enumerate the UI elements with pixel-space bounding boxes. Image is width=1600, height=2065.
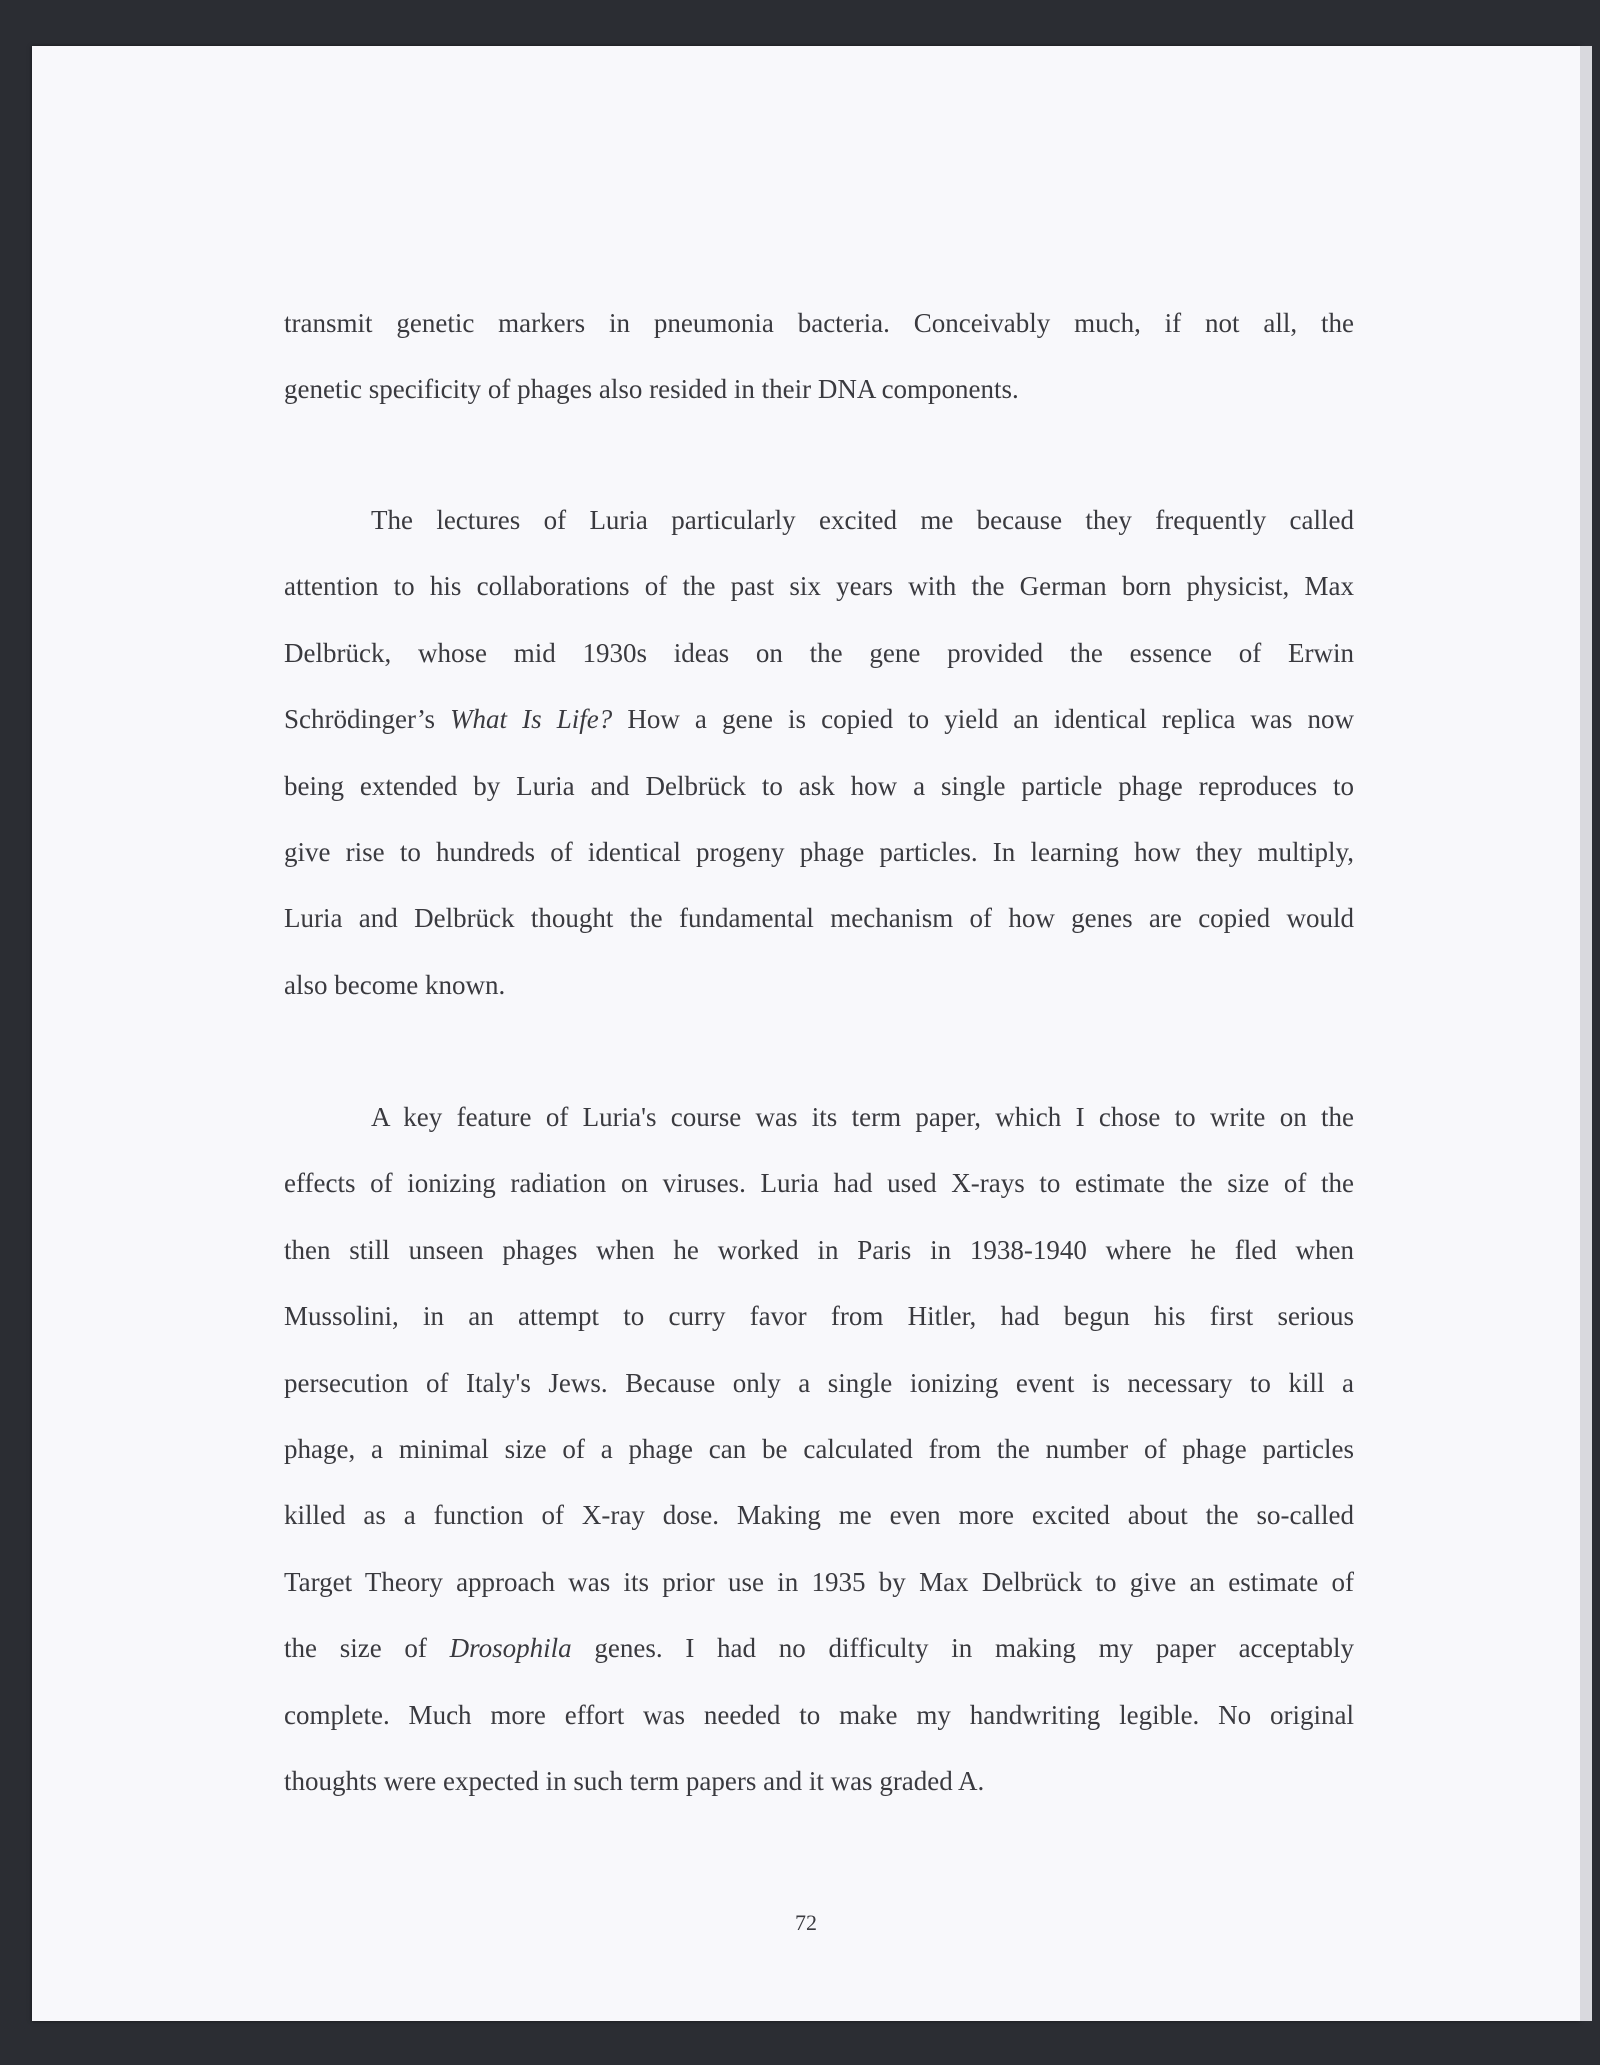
text-line: Mussolini, in an attempt to curry favor from Hitler, had begun his first serious <box>284 1301 1354 1332</box>
text-line: A key feature of Luria's course was its term paper, which I chose to write on the <box>371 1102 1354 1132</box>
text-segment: Schrödinger’s <box>284 704 451 735</box>
text-line: Luria and Delbrück thought the fundamental mechanism of how genes are copied would <box>284 903 1354 934</box>
paragraph-2 <box>284 487 1354 1018</box>
text-line <box>284 686 1354 752</box>
text-line: then still unseen phages when he worked in Paris in 1938-1940 where he fled when <box>284 1234 1354 1265</box>
text-line: killed as a function of X-ray dose. Making me even more excited about the so-called <box>284 1500 1354 1531</box>
text-line: also become known. <box>284 969 506 1000</box>
text-line: Delbrück, whose mid 1930s ideas on the gene provided the essence of Erwin <box>284 637 1354 668</box>
paragraph-3 <box>284 1084 1354 1814</box>
page-number: 72 <box>795 1910 817 1935</box>
text-line <box>284 1615 1354 1681</box>
paragraph-1 <box>284 290 1354 423</box>
text-line: persecution of Italy's Jews. Because only a single ionizing event is necessary to kill a <box>284 1367 1354 1398</box>
text-line: give rise to hundreds of identical progeny phage particles. In learning how they multiply, <box>284 837 1354 868</box>
text-line: phage, a minimal size of a phage can be calculated from the number of phage particles <box>284 1434 1354 1465</box>
text-line: The lectures of Luria particularly excited me because they frequently called <box>371 505 1354 535</box>
text-line: complete. Much more effort was needed to make my handwriting legible. No original <box>284 1699 1354 1730</box>
text-segment: genes. I had no difficulty in making my paper acceptably <box>571 1633 1354 1664</box>
text-line: being extended by Luria and Delbrück to ask how a single particle phage reproduces to <box>284 770 1354 801</box>
text-segment: the size of <box>284 1633 450 1664</box>
text-line: Target Theory approach was its prior use in 1935 by Max Delbrück to give an estimate of <box>284 1566 1354 1597</box>
text-line: attention to his collaborations of the past six years with the German born physicist, Max <box>284 571 1354 602</box>
page-edge <box>1580 46 1592 2021</box>
book-title: What Is Life? <box>450 704 613 735</box>
text-segment: How a gene is copied to yield an identical replica was now <box>612 704 1354 735</box>
document-page <box>32 46 1580 2021</box>
text-line: genetic specificity of phages also resided in their DNA components. <box>284 374 1019 405</box>
text-line: transmit genetic markers in pneumonia bacteria. Conceivably much, if not all, the <box>284 308 1354 338</box>
text-line: effects of ionizing radiation on viruses. Luria had used X-rays to estimate the size of the <box>284 1168 1354 1199</box>
text-line: thoughts were expected in such term papers and it was graded A. <box>284 1766 985 1797</box>
species-name: Drosophila <box>449 1633 572 1664</box>
